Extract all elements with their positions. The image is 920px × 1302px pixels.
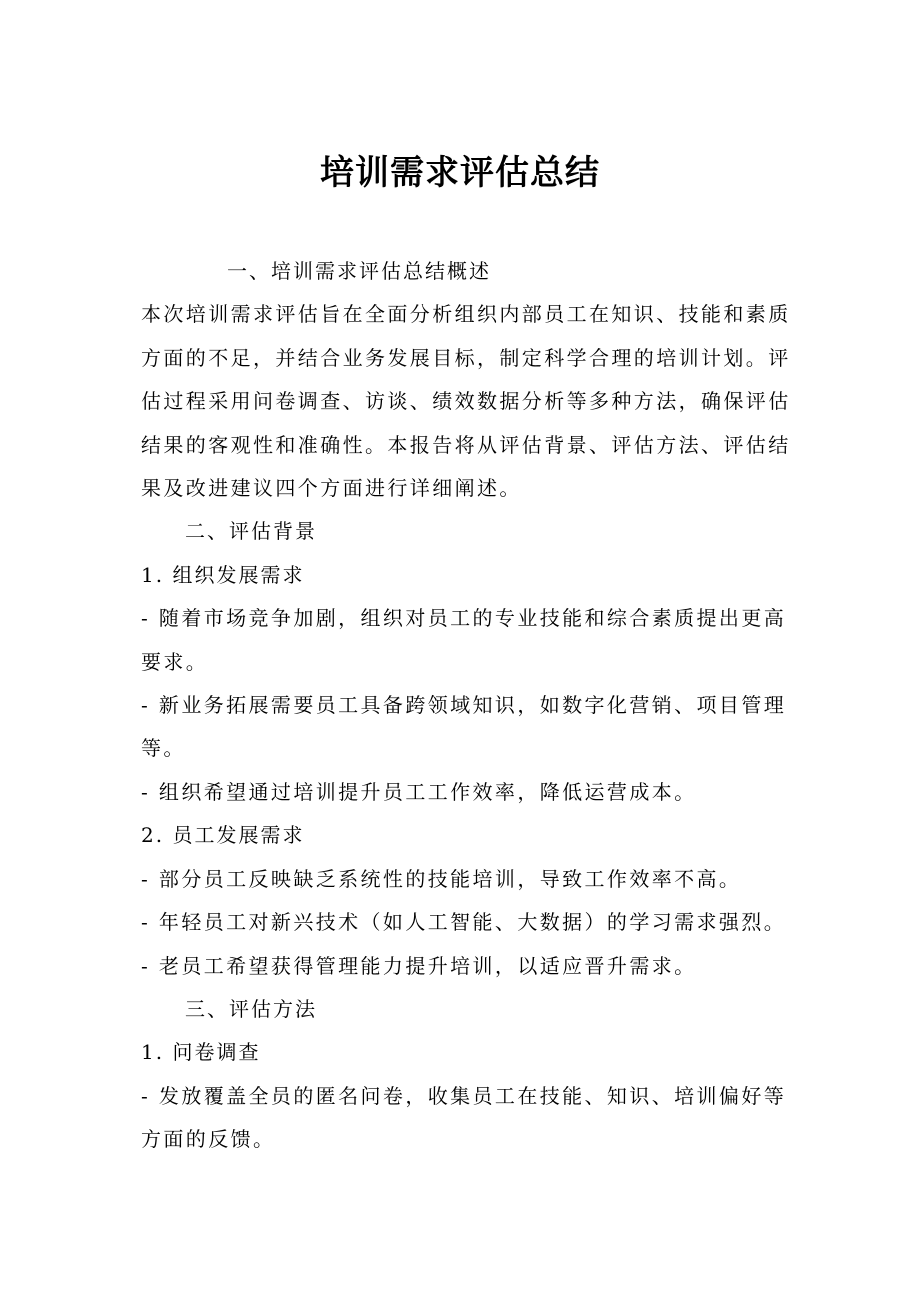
paragraph-line: 结果的客观性和准确性。本报告将从评估背景、评估方法、评估结 [141, 432, 791, 457]
list-item: - 部分员工反映缺乏系统性的技能培训，导致工作效率不高。 [141, 866, 742, 891]
list-item-continuation: 等。 [141, 736, 186, 761]
paragraph-line: 本次培训需求评估旨在全面分析组织内部员工在知识、技能和素质 [141, 302, 791, 327]
list-item: - 随着市场竞争加剧，组织对员工的专业技能和综合素质提出更高 [141, 606, 787, 631]
list-item: - 年轻员工对新兴技术（如人工智能、大数据）的学习需求强烈。 [141, 910, 787, 935]
list-item: - 新业务拓展需要员工具备跨领域知识，如数字化营销、项目管理 [141, 693, 787, 718]
document-body [141, 250, 791, 1162]
section-heading-background: 二、评估背景 [185, 519, 317, 544]
section-heading-methods: 三、评估方法 [185, 996, 317, 1021]
subheading-org-needs: 1. 组织发展需求 [141, 562, 305, 587]
list-item-continuation: 要求。 [141, 649, 209, 674]
subheading-survey: 1. 问卷调查 [141, 1040, 261, 1065]
list-item: - 组织希望通过培训提升员工工作效率，降低运营成本。 [141, 779, 697, 804]
document-title: 培训需求评估总结 [320, 153, 600, 193]
subheading-employee-needs: 2. 员工发展需求 [141, 823, 305, 848]
section-heading-overview: 一、培训需求评估总结概述 [227, 259, 491, 283]
list-item: - 发放覆盖全员的匿名问卷，收集员工在技能、知识、培训偏好等 [141, 1083, 787, 1108]
paragraph-line: 估过程采用问卷调查、访谈、绩效数据分析等多种方法，确保评估 [141, 389, 791, 414]
paragraph-line: 果及改进建议四个方面进行详细阐述。 [141, 476, 522, 501]
paragraph-line: 方面的不足，并结合业务发展目标，制定科学合理的培训计划。评 [141, 345, 791, 370]
list-item-continuation: 方面的反馈。 [141, 1127, 276, 1152]
list-item: - 老员工希望获得管理能力提升培训，以适应晋升需求。 [141, 953, 697, 978]
